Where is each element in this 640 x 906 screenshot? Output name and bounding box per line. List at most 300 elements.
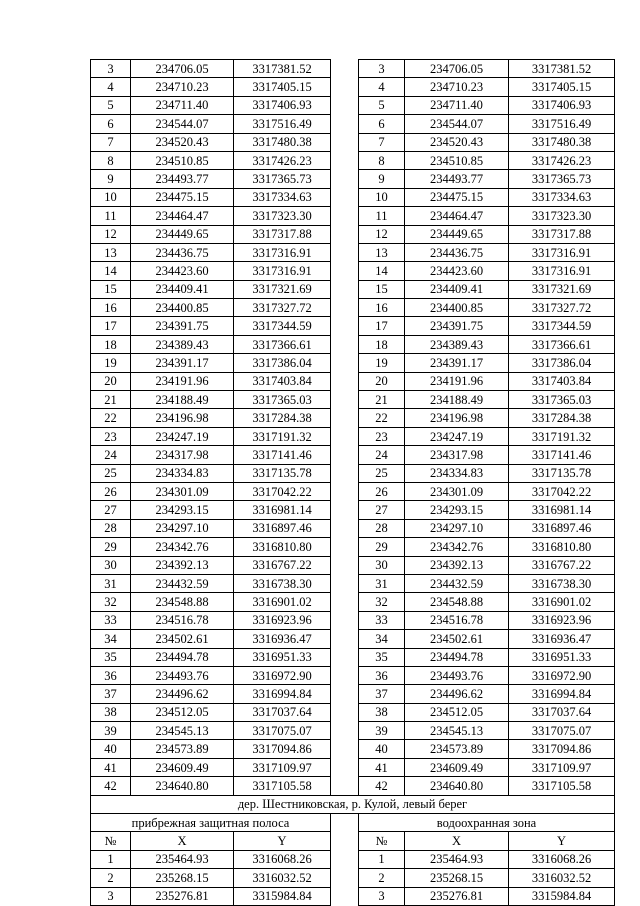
left-y-coordinate: 3317191.32 — [234, 427, 331, 445]
left-x-coordinate: 235464.93 — [131, 850, 234, 868]
left-x-coordinate: 234196.98 — [131, 409, 234, 427]
section2 — [91, 795, 615, 850]
left-x-coordinate: 234710.23 — [131, 78, 234, 96]
left-y-coordinate: 3316951.33 — [234, 648, 331, 666]
column-gap — [331, 814, 359, 832]
table-row — [91, 574, 615, 592]
table-row — [91, 648, 615, 666]
left-x-coordinate: 234391.75 — [131, 317, 234, 335]
right-point-number: 2 — [359, 869, 405, 887]
right-y-coordinate: 3315984.84 — [509, 887, 615, 905]
right-y-coordinate: 3316032.52 — [509, 869, 615, 887]
right-x-coordinate: 235276.81 — [405, 887, 509, 905]
left-point-number: 9 — [91, 170, 131, 188]
right-point-number: 3 — [359, 60, 405, 78]
left-point-number: 6 — [91, 115, 131, 133]
left-x-coordinate: 234640.80 — [131, 777, 234, 795]
right-point-number: 35 — [359, 648, 405, 666]
left-y-coordinate: 3317316.91 — [234, 262, 331, 280]
left-y-coordinate: 3316767.22 — [234, 556, 331, 574]
left-x-coordinate: 234494.78 — [131, 648, 234, 666]
right-x-coordinate: 234317.98 — [405, 446, 509, 464]
column-gap — [331, 482, 359, 500]
left-y-coordinate: 3316994.84 — [234, 685, 331, 703]
left-x-coordinate: 234392.13 — [131, 556, 234, 574]
right-y-coordinate: 3316972.90 — [509, 666, 615, 684]
left-x-coordinate: 234516.78 — [131, 611, 234, 629]
right-y-coordinate: 3317037.64 — [509, 703, 615, 721]
column-gap — [331, 280, 359, 298]
table-row — [91, 850, 615, 868]
left-y-coordinate: 3316068.26 — [234, 850, 331, 868]
right-y-coordinate: 3317191.32 — [509, 427, 615, 445]
right-point-number: 9 — [359, 170, 405, 188]
column-gap — [331, 446, 359, 464]
right-x-coordinate: 234548.88 — [405, 593, 509, 611]
right-y-coordinate: 3317344.59 — [509, 317, 615, 335]
right-x-coordinate: 234334.83 — [405, 464, 509, 482]
right-y-coordinate: 3317042.22 — [509, 482, 615, 500]
right-y-coordinate: 3316810.80 — [509, 538, 615, 556]
left-point-number: 27 — [91, 501, 131, 519]
column-gap — [331, 188, 359, 206]
left-x-coordinate: 234423.60 — [131, 262, 234, 280]
left-point-number: 40 — [91, 740, 131, 758]
table-row — [91, 133, 615, 151]
left-x-coordinate: 234334.83 — [131, 464, 234, 482]
right-point-number: 34 — [359, 630, 405, 648]
right-y-coordinate: 3317327.72 — [509, 299, 615, 317]
right-x-coordinate: 235268.15 — [405, 869, 509, 887]
column-gap — [331, 593, 359, 611]
left-y-coordinate: 3317317.88 — [234, 225, 331, 243]
right-point-number: 22 — [359, 409, 405, 427]
left-point-number: 25 — [91, 464, 131, 482]
table-row — [91, 335, 615, 353]
right-point-number: 40 — [359, 740, 405, 758]
right-y-coordinate: 3317386.04 — [509, 354, 615, 372]
right-point-number: 23 — [359, 427, 405, 445]
right-header-x: X — [405, 832, 509, 850]
right-point-number: 38 — [359, 703, 405, 721]
right-x-coordinate: 234706.05 — [405, 60, 509, 78]
left-point-number: 14 — [91, 262, 131, 280]
left-y-coordinate: 3317321.69 — [234, 280, 331, 298]
column-gap — [331, 538, 359, 556]
right-point-number: 14 — [359, 262, 405, 280]
right-x-coordinate: 234196.98 — [405, 409, 509, 427]
left-y-coordinate: 3317105.58 — [234, 777, 331, 795]
right-x-coordinate: 234391.17 — [405, 354, 509, 372]
right-y-coordinate: 3317109.97 — [509, 758, 615, 776]
table-row — [91, 299, 615, 317]
column-gap — [331, 630, 359, 648]
right-y-coordinate: 3317426.23 — [509, 151, 615, 169]
table-row — [91, 482, 615, 500]
right-y-coordinate: 3317141.46 — [509, 446, 615, 464]
table-row — [91, 409, 615, 427]
left-y-coordinate: 3317365.73 — [234, 170, 331, 188]
left-point-number: 24 — [91, 446, 131, 464]
right-header-y: Y — [509, 832, 615, 850]
column-gap — [331, 96, 359, 114]
left-x-coordinate: 234293.15 — [131, 501, 234, 519]
left-x-coordinate: 234520.43 — [131, 133, 234, 151]
column-gap — [331, 574, 359, 592]
left-y-coordinate: 3317094.86 — [234, 740, 331, 758]
column-gap — [331, 299, 359, 317]
left-x-coordinate: 234400.85 — [131, 299, 234, 317]
left-point-number: 28 — [91, 519, 131, 537]
left-point-number: 30 — [91, 556, 131, 574]
left-x-coordinate: 234301.09 — [131, 482, 234, 500]
right-y-coordinate: 3317365.03 — [509, 391, 615, 409]
right-point-number: 25 — [359, 464, 405, 482]
left-x-coordinate: 235268.15 — [131, 869, 234, 887]
left-point-number: 39 — [91, 722, 131, 740]
right-point-number: 26 — [359, 482, 405, 500]
right-y-coordinate: 3317334.63 — [509, 188, 615, 206]
right-header-number: № — [359, 832, 405, 850]
left-point-number: 29 — [91, 538, 131, 556]
zone-label-row — [91, 814, 615, 832]
table-row — [91, 740, 615, 758]
right-y-coordinate: 3317075.07 — [509, 722, 615, 740]
right-point-number: 28 — [359, 519, 405, 537]
right-point-number: 15 — [359, 280, 405, 298]
right-y-coordinate: 3316738.30 — [509, 574, 615, 592]
column-gap — [331, 115, 359, 133]
table-row — [91, 115, 615, 133]
right-y-coordinate: 3317105.58 — [509, 777, 615, 795]
left-y-coordinate: 3317366.61 — [234, 335, 331, 353]
column-gap — [331, 519, 359, 537]
left-y-coordinate: 3317381.52 — [234, 60, 331, 78]
coordinates-table — [90, 59, 615, 906]
right-x-coordinate: 234640.80 — [405, 777, 509, 795]
right-x-coordinate: 234188.49 — [405, 391, 509, 409]
left-y-coordinate: 3316981.14 — [234, 501, 331, 519]
column-gap — [331, 666, 359, 684]
header-row — [91, 832, 615, 850]
left-point-number: 7 — [91, 133, 131, 151]
left-x-coordinate: 234609.49 — [131, 758, 234, 776]
right-x-coordinate: 234493.77 — [405, 170, 509, 188]
left-point-number: 23 — [91, 427, 131, 445]
left-point-number: 11 — [91, 207, 131, 225]
column-gap — [331, 832, 359, 850]
left-y-coordinate: 3316923.96 — [234, 611, 331, 629]
table-row — [91, 538, 615, 556]
left-y-coordinate: 3316810.80 — [234, 538, 331, 556]
table-row — [91, 391, 615, 409]
left-point-number: 19 — [91, 354, 131, 372]
left-y-coordinate: 3316901.02 — [234, 593, 331, 611]
right-y-coordinate: 3317284.38 — [509, 409, 615, 427]
table-row — [91, 151, 615, 169]
column-gap — [331, 850, 359, 868]
left-x-coordinate: 234706.05 — [131, 60, 234, 78]
table-row — [91, 243, 615, 261]
right-x-coordinate: 234711.40 — [405, 96, 509, 114]
column-gap — [331, 556, 359, 574]
left-x-coordinate: 235276.81 — [131, 887, 234, 905]
table-row — [91, 354, 615, 372]
left-y-coordinate: 3316032.52 — [234, 869, 331, 887]
right-y-coordinate: 3316951.33 — [509, 648, 615, 666]
right-x-coordinate: 234297.10 — [405, 519, 509, 537]
column-gap — [331, 372, 359, 390]
right-y-coordinate: 3317135.78 — [509, 464, 615, 482]
left-y-coordinate: 3316897.46 — [234, 519, 331, 537]
column-gap — [331, 78, 359, 96]
left-point-number: 21 — [91, 391, 131, 409]
right-y-coordinate: 3317317.88 — [509, 225, 615, 243]
table-row — [91, 519, 615, 537]
right-y-coordinate: 3317316.91 — [509, 243, 615, 261]
left-point-number: 3 — [91, 887, 131, 905]
table-row — [91, 777, 615, 795]
table-row — [91, 556, 615, 574]
right-point-number: 12 — [359, 225, 405, 243]
table-row — [91, 317, 615, 335]
left-x-coordinate: 234711.40 — [131, 96, 234, 114]
column-gap — [331, 207, 359, 225]
right-point-number: 24 — [359, 446, 405, 464]
right-point-number: 42 — [359, 777, 405, 795]
right-point-number: 32 — [359, 593, 405, 611]
column-gap — [331, 60, 359, 78]
column-gap — [331, 151, 359, 169]
left-x-coordinate: 234475.15 — [131, 188, 234, 206]
right-x-coordinate: 234400.85 — [405, 299, 509, 317]
table-row — [91, 207, 615, 225]
right-x-coordinate: 234493.76 — [405, 666, 509, 684]
right-x-coordinate: 234436.75 — [405, 243, 509, 261]
right-point-number: 17 — [359, 317, 405, 335]
left-y-coordinate: 3317334.63 — [234, 188, 331, 206]
table-row — [91, 869, 615, 887]
right-x-coordinate: 234464.47 — [405, 207, 509, 225]
left-x-coordinate: 234502.61 — [131, 630, 234, 648]
left-point-number: 4 — [91, 78, 131, 96]
right-point-number: 16 — [359, 299, 405, 317]
right-x-coordinate: 234496.62 — [405, 685, 509, 703]
left-y-coordinate: 3317323.30 — [234, 207, 331, 225]
left-point-number: 5 — [91, 96, 131, 114]
right-x-coordinate: 234494.78 — [405, 648, 509, 666]
left-point-number: 20 — [91, 372, 131, 390]
left-y-coordinate: 3317316.91 — [234, 243, 331, 261]
left-y-coordinate: 3317365.03 — [234, 391, 331, 409]
left-y-coordinate: 3317037.64 — [234, 703, 331, 721]
left-point-number: 13 — [91, 243, 131, 261]
left-x-coordinate: 234544.07 — [131, 115, 234, 133]
column-gap — [331, 243, 359, 261]
left-y-coordinate: 3317075.07 — [234, 722, 331, 740]
right-y-coordinate: 3317094.86 — [509, 740, 615, 758]
right-x-coordinate: 234512.05 — [405, 703, 509, 721]
left-y-coordinate: 3317135.78 — [234, 464, 331, 482]
right-point-number: 8 — [359, 151, 405, 169]
left-x-coordinate: 234510.85 — [131, 151, 234, 169]
column-gap — [331, 464, 359, 482]
right-point-number: 39 — [359, 722, 405, 740]
right-point-number: 30 — [359, 556, 405, 574]
table-row — [91, 372, 615, 390]
table-row — [91, 96, 615, 114]
table-row — [91, 188, 615, 206]
left-header-x: X — [131, 832, 234, 850]
left-x-coordinate: 234391.17 — [131, 354, 234, 372]
right-x-coordinate: 234573.89 — [405, 740, 509, 758]
left-y-coordinate: 3317406.93 — [234, 96, 331, 114]
right-x-coordinate: 234191.96 — [405, 372, 509, 390]
right-x-coordinate: 234342.76 — [405, 538, 509, 556]
left-point-number: 1 — [91, 850, 131, 868]
table-row — [91, 60, 615, 78]
left-point-number: 26 — [91, 482, 131, 500]
left-x-coordinate: 234545.13 — [131, 722, 234, 740]
right-y-coordinate: 3317406.93 — [509, 96, 615, 114]
left-y-coordinate: 3317284.38 — [234, 409, 331, 427]
column-gap — [331, 501, 359, 519]
left-point-number: 2 — [91, 869, 131, 887]
right-y-coordinate: 3317365.73 — [509, 170, 615, 188]
right-x-coordinate: 234301.09 — [405, 482, 509, 500]
column-gap — [331, 648, 359, 666]
right-y-coordinate: 3316936.47 — [509, 630, 615, 648]
left-y-coordinate: 3317344.59 — [234, 317, 331, 335]
column-gap — [331, 722, 359, 740]
table-row — [91, 262, 615, 280]
right-point-number: 19 — [359, 354, 405, 372]
right-y-coordinate: 3317323.30 — [509, 207, 615, 225]
column-gap — [331, 427, 359, 445]
right-zone-label: водоохранная зона — [359, 814, 615, 832]
table-row — [91, 685, 615, 703]
right-y-coordinate: 3316068.26 — [509, 850, 615, 868]
column-gap — [331, 335, 359, 353]
right-point-number: 20 — [359, 372, 405, 390]
left-y-coordinate: 3317426.23 — [234, 151, 331, 169]
left-x-coordinate: 234342.76 — [131, 538, 234, 556]
right-x-coordinate: 234389.43 — [405, 335, 509, 353]
left-point-number: 38 — [91, 703, 131, 721]
right-point-number: 31 — [359, 574, 405, 592]
table-row — [91, 887, 615, 905]
column-gap — [331, 703, 359, 721]
right-point-number: 3 — [359, 887, 405, 905]
column-gap — [331, 354, 359, 372]
left-y-coordinate: 3317386.04 — [234, 354, 331, 372]
left-point-number: 16 — [91, 299, 131, 317]
left-point-number: 17 — [91, 317, 131, 335]
table-row — [91, 611, 615, 629]
left-header-y: Y — [234, 832, 331, 850]
left-x-coordinate: 234493.76 — [131, 666, 234, 684]
section1-rows — [91, 60, 615, 796]
right-x-coordinate: 235464.93 — [405, 850, 509, 868]
right-point-number: 37 — [359, 685, 405, 703]
coordinates-document — [90, 59, 614, 906]
right-point-number: 6 — [359, 115, 405, 133]
right-x-coordinate: 234545.13 — [405, 722, 509, 740]
left-point-number: 10 — [91, 188, 131, 206]
left-x-coordinate: 234409.41 — [131, 280, 234, 298]
left-x-coordinate: 234297.10 — [131, 519, 234, 537]
column-gap — [331, 225, 359, 243]
column-gap — [331, 740, 359, 758]
left-point-number: 3 — [91, 60, 131, 78]
left-y-coordinate: 3317405.15 — [234, 78, 331, 96]
right-y-coordinate: 3317381.52 — [509, 60, 615, 78]
left-zone-label: прибрежная защитная полоса — [91, 814, 331, 832]
right-x-coordinate: 234516.78 — [405, 611, 509, 629]
right-x-coordinate: 234391.75 — [405, 317, 509, 335]
right-point-number: 29 — [359, 538, 405, 556]
column-gap — [331, 887, 359, 905]
left-x-coordinate: 234548.88 — [131, 593, 234, 611]
left-y-coordinate: 3317516.49 — [234, 115, 331, 133]
right-point-number: 11 — [359, 207, 405, 225]
table-row — [91, 666, 615, 684]
column-gap — [331, 409, 359, 427]
left-header-number: № — [91, 832, 131, 850]
left-point-number: 32 — [91, 593, 131, 611]
left-x-coordinate: 234191.96 — [131, 372, 234, 390]
section-title-row — [91, 795, 615, 813]
table-row — [91, 446, 615, 464]
left-x-coordinate: 234436.75 — [131, 243, 234, 261]
left-y-coordinate: 3316738.30 — [234, 574, 331, 592]
right-y-coordinate: 3317316.91 — [509, 262, 615, 280]
table-row — [91, 427, 615, 445]
right-point-number: 36 — [359, 666, 405, 684]
left-x-coordinate: 234449.65 — [131, 225, 234, 243]
left-point-number: 36 — [91, 666, 131, 684]
right-x-coordinate: 234293.15 — [405, 501, 509, 519]
left-y-coordinate: 3316936.47 — [234, 630, 331, 648]
column-gap — [331, 685, 359, 703]
left-x-coordinate: 234247.19 — [131, 427, 234, 445]
table-row — [91, 464, 615, 482]
left-point-number: 35 — [91, 648, 131, 666]
right-point-number: 21 — [359, 391, 405, 409]
left-x-coordinate: 234464.47 — [131, 207, 234, 225]
right-x-coordinate: 234409.41 — [405, 280, 509, 298]
right-point-number: 5 — [359, 96, 405, 114]
right-point-number: 18 — [359, 335, 405, 353]
table-row — [91, 758, 615, 776]
left-x-coordinate: 234389.43 — [131, 335, 234, 353]
left-x-coordinate: 234496.62 — [131, 685, 234, 703]
right-x-coordinate: 234510.85 — [405, 151, 509, 169]
right-point-number: 13 — [359, 243, 405, 261]
left-x-coordinate: 234493.77 — [131, 170, 234, 188]
right-point-number: 10 — [359, 188, 405, 206]
right-y-coordinate: 3317516.49 — [509, 115, 615, 133]
left-point-number: 18 — [91, 335, 131, 353]
right-point-number: 7 — [359, 133, 405, 151]
right-y-coordinate: 3316901.02 — [509, 593, 615, 611]
left-x-coordinate: 234188.49 — [131, 391, 234, 409]
right-x-coordinate: 234392.13 — [405, 556, 509, 574]
left-x-coordinate: 234317.98 — [131, 446, 234, 464]
left-y-coordinate: 3317327.72 — [234, 299, 331, 317]
right-x-coordinate: 234609.49 — [405, 758, 509, 776]
left-point-number: 12 — [91, 225, 131, 243]
